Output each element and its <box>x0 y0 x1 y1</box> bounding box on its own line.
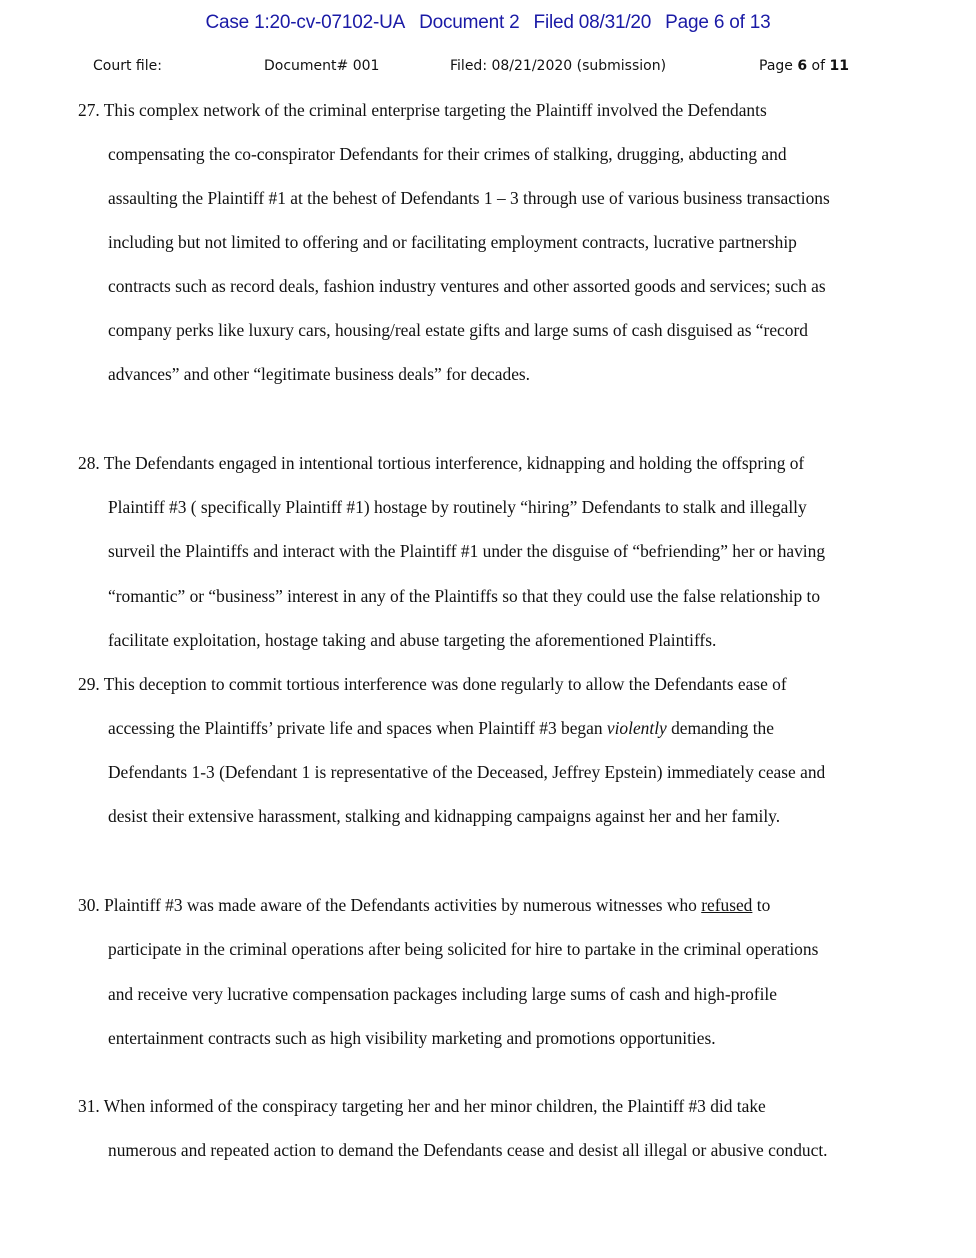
paragraph-line: “romantic” or “business” interest in any of the Plaintiffs so that they could use the false relationship to <box>108 586 821 606</box>
submission-page-number <box>759 58 849 74</box>
page-total: 11 <box>829 58 849 74</box>
line-text: demanding the <box>666 718 774 738</box>
paragraph-line: facilitate exploitation, hostage taking and abuse targeting the aforementioned Plaintiffs. <box>108 630 717 650</box>
paragraph-line <box>78 1096 766 1117</box>
paragraph-line: Plaintiff #3 ( specifically Plaintiff #1) hostage by routinely “hiring” Defendants to stalk and illegally <box>108 497 807 517</box>
paragraph-line: assaulting the Plaintiff #1 at the behest of Defendants 1 – 3 through use of various business transactions <box>108 188 830 208</box>
document-id: Document# 001 <box>264 58 380 74</box>
submission-filed-date: Filed: 08/21/2020 (submission) <box>450 58 667 74</box>
paragraph-line: participate in the criminal operations after being solicited for hire to partake in the criminal operations <box>108 939 819 959</box>
line-text: This complex network of the criminal enterprise targeting the Plaintiff involved the Defendants <box>103 100 767 120</box>
paragraph-line: company perks like luxury cars, housing/real estate gifts and large sums of cash disguised as “record <box>108 320 808 340</box>
paragraph-line: contracts such as record deals, fashion industry ventures and other assorted goods and services; such as <box>108 276 826 296</box>
paragraph-line: compensating the co-conspirator Defendants for their crimes of stalking, drugging, abducting and <box>108 144 787 164</box>
emphasis-violently: violently <box>606 718 667 738</box>
paragraph-line: advances” and other “legitimate business deals” for decades. <box>108 364 531 384</box>
line-text: This deception to commit tortious interference was done regularly to allow the Defendants ease of <box>103 674 787 694</box>
paragraph-line: and receive very lucrative compensation packages including large sums of cash and high-profile <box>108 984 777 1004</box>
emphasis-refused: refused <box>701 895 753 915</box>
paragraph-line <box>78 100 767 121</box>
document-number: Document 2 <box>419 12 520 33</box>
paragraph-line <box>78 453 804 474</box>
paragraph-number: 27. <box>78 100 100 120</box>
line-text: When informed of the conspiracy targeting her and her minor children, the Plaintiff #3 did take <box>103 1096 766 1116</box>
paragraph-line <box>78 895 770 916</box>
paragraph-line: numerous and repeated action to demand the Defendants cease and desist all illegal or abusive conduct. <box>108 1140 828 1160</box>
line-text: The Defendants engaged in intentional tortious interference, kidnapping and holding the offspring of <box>103 453 805 473</box>
paragraph-line <box>78 674 787 695</box>
line-text: to <box>752 895 771 915</box>
paragraph-line <box>108 718 774 739</box>
ecf-page-number: Page 6 of 13 <box>665 12 771 33</box>
court-file-label: Court file: <box>93 58 162 74</box>
paragraph-number: 29. <box>78 674 100 694</box>
page-current: 6 <box>797 58 808 74</box>
paragraph-line: desist their extensive harassment, stalking and kidnapping campaigns against her and her family. <box>108 806 781 826</box>
paragraph-line: surveil the Plaintiffs and interact with the Plaintiff #1 under the disguise of “befriending” her or having <box>108 541 826 561</box>
court-file-header <box>0 58 976 78</box>
page-mid: of <box>807 58 830 74</box>
filed-date: Filed 08/31/20 <box>533 12 652 33</box>
page-prefix: Page <box>759 58 798 74</box>
paragraph-line: Defendants 1-3 (Defendant 1 is representative of the Deceased, Jeffrey Epstein) immediately cease and <box>108 762 826 782</box>
paragraph-number: 31. <box>78 1096 100 1116</box>
paragraph-number: 30. <box>78 895 100 915</box>
paragraph-line: entertainment contracts such as high visibility marketing and promotions opportunities. <box>108 1028 716 1048</box>
line-text: Plaintiff #3 was made aware of the Defendants activities by numerous witnesses who <box>104 895 702 915</box>
line-text: accessing the Plaintiffs’ private life and spaces when Plaintiff #3 began <box>108 718 607 738</box>
paragraph-number: 28. <box>78 453 100 473</box>
case-number: Case 1:20-cv-07102-UA <box>205 12 406 33</box>
ecf-stamp-header <box>0 12 976 34</box>
paragraph-line: including but not limited to offering and or facilitating employment contracts, lucrative partnership <box>108 232 797 252</box>
